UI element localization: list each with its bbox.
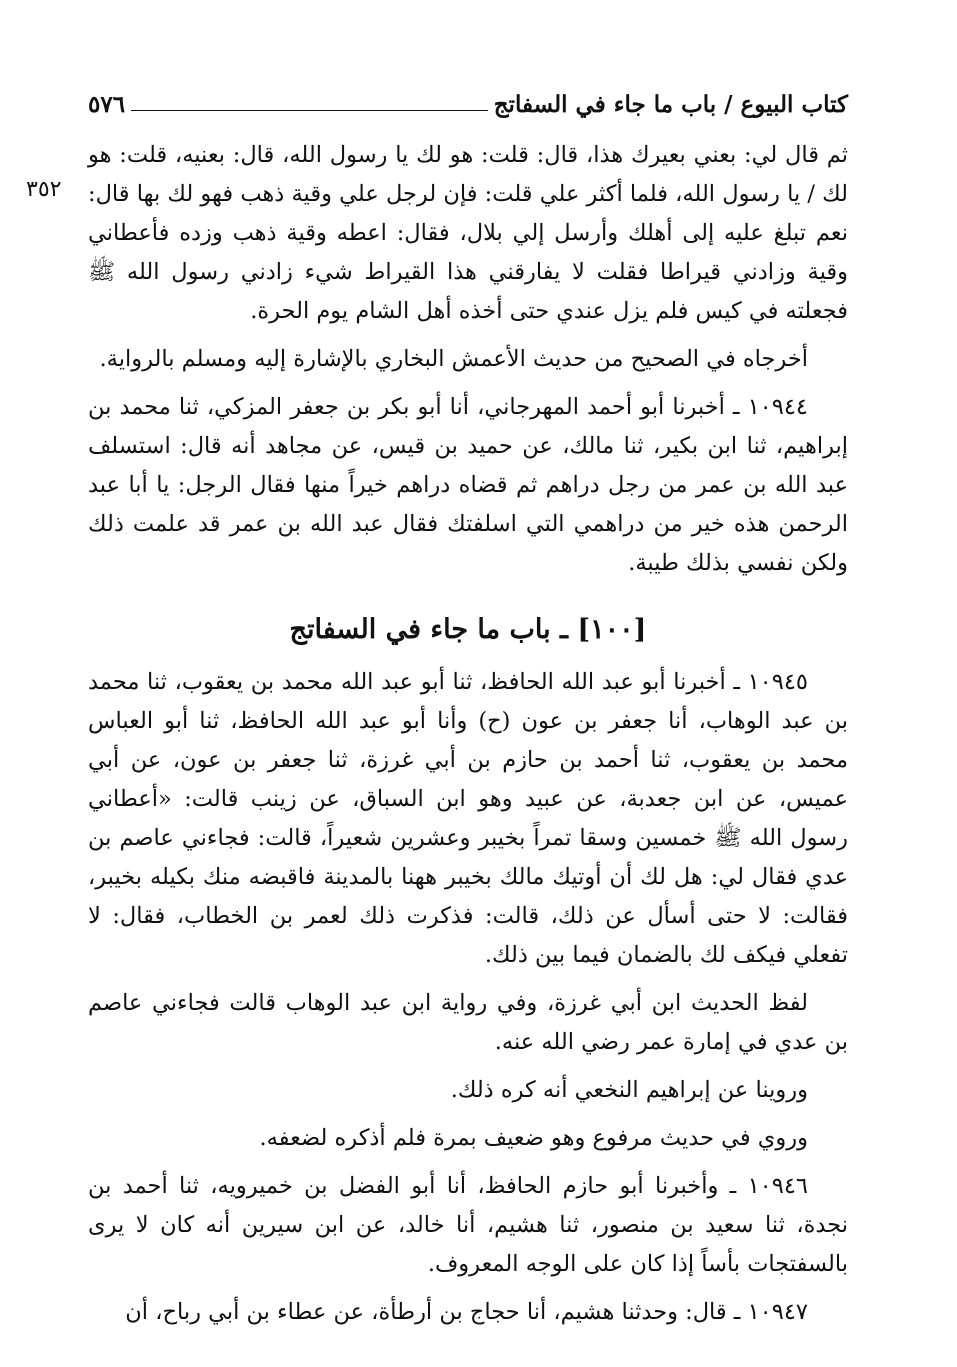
paragraph-nakhai-report: وروينا عن إبراهيم النخعي أنه كره ذلك. — [450, 1077, 808, 1103]
page-number: ٥٧٦ — [88, 91, 126, 118]
paragraph-hadith-10946: ١٠٩٤٦ ـ وأخبرنا أبو حازم الحافظ، أنا أبو الفضل بن خميرويه، ثنا أحمد بن نجدة، ثنا سعيد بن منصور، ثنا هشيم، أنا خالد، عن ابن سيرين أنه كان لا يرى بالسفتجات بأساً إذا كان على الوجه المعروف. — [88, 1173, 848, 1277]
paragraph-hadith-10944: ١٠٩٤٤ ـ أخبرنا أبو أحمد المهرجاني، أنا أبو بكر بن جعفر المزكي، ثنا محمد بن إبراهيم، ثنا ابن بكير، ثنا مالك، عن حميد بن قيس، عن مجاهد أنه قال: استسلف عبد الله بن عمر من رجل دراهم ثم قضاه دراهم خيراً منها فقال الرجل: يا أبا عبد الرحمن هذه خير من دراهمي التي اسلفتك فقال عبد الله بن عمر قد علمت ذلك ولكن نفسي بذلك طيبة. — [88, 394, 848, 576]
running-title: كتاب البيوع / باب ما جاء في السفاتج — [493, 91, 848, 118]
paragraph-hadith-10945: ١٠٩٤٥ ـ أخبرنا أبو عبد الله الحافظ، ثنا أبو عبد الله محمد بن يعقوب، ثنا محمد بن عبد الوهاب، أنا جعفر بن عون (ح) وأنا أبو عبد الله الحافظ، ثنا أبو العباس محمد بن يعقوب، ثنا أحمد بن حازم بن أبي غرزة، ثنا جعفر بن عون، عن أبي عميس، عن ابن جعدبة، عن عبيد وهو ابن السباق، عن زينب قالت: «أعطاني رسول الله ﷺ خمسين وسقا تمراً بخيبر وعشرين شعيراً، قالت: فجاءني عاصم بن عدي فقال لي: هل لك أن أوتيك مالك بخيبر ههنا بالمدينة فاقبضه منك بكيله بخيبر، فقالت: لا حتى أسأل عن ذلك، قالت: فذكرت ذلك لعمر بن الخطاب، فقال: لا تفعلي فيكف لك بالضمان فيما بين ذلك. — [88, 669, 848, 968]
paragraph-takhrij: أخرجاه في الصحيح من حديث الأعمش البخاري بالإشارة إليه ومسلم بالرواية. — [99, 346, 808, 372]
page — [26, 78, 848, 1332]
paragraph-commentary: لفظ الحديث ابن أبي غرزة، وفي رواية ابن عبد الوهاب قالت فجاءني عاصم بن عدي في إمارة عمر رضي الله عنه. — [88, 990, 848, 1055]
paragraph-hadith-10947: ١٠٩٤٧ ـ قال: وحدثنا هشيم، أنا حجاج بن أرطأة، عن عطاء بن أبي رباح، أن — [125, 1299, 808, 1325]
margin-page-reference: ٣٥٢ — [26, 177, 62, 202]
running-header — [88, 78, 848, 118]
paragraph-weak-report: وروي في حديث مرفوع وهو ضعيف بمرة فلم أذكره لضعفه. — [259, 1125, 808, 1151]
paragraph-hadith-continuation: ثم قال لي: بعني بعيرك هذا، قال: قلت: هو لك يا رسول الله، قال: بعنيه، قلت: هو لك / يا رسول الله، فلما أكثر علي قلت: فإن لرجل علي وقية ذهب فهو لك بها قال: نعم تبلغ عليه إلى أهلك وأرسل إلي بلال، فقال: اعطه وقية ذهب وزده فأعطاني وقية وزادني قيراطا فقلت لا يفارقني هذا القيراط شيء زادني رسول الله ﷺ فجعلته في كيس فلم يزل عندي حتى أخذه أهل الشام يوم الحرة. — [88, 142, 848, 324]
header-rule — [131, 110, 488, 111]
chapter-heading: [١٠٠] ـ باب ما جاء في السفاتج — [289, 614, 647, 645]
